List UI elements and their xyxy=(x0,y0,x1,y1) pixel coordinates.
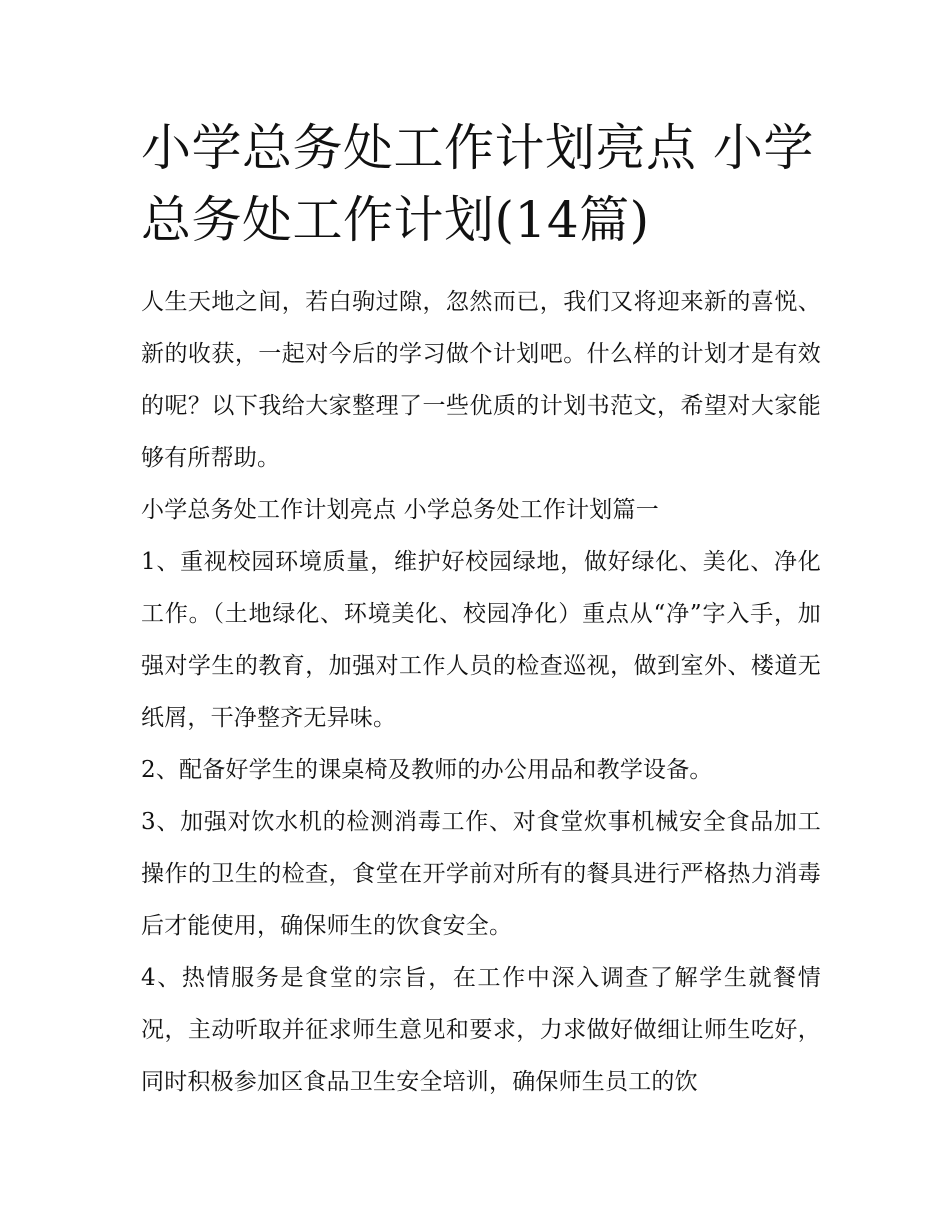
intro-paragraph: 人生天地之间，若白驹过隙，忽然而已，我们又将迎来新的喜悦、新的收获，一起对今后的学习做个计划吧。什么样的计划才是有效的呢？以下我给大家整理了一些优质的计划书范文，希望对大家能够有所帮助。 xyxy=(141,289,821,471)
document-content xyxy=(141,112,821,1108)
item-paragraph-2: 2、配备好学生的课桌椅及教师的办公用品和教学设备。 xyxy=(141,757,713,783)
item-paragraph-4: 4、热情服务是食堂的宗旨，在工作中深入调查了解学生就餐情况，主动听取并征求师生意见和要求，力求做好做细让师生吃好，同时积极参加区食品卫生安全培训，确保师生员工的饮 xyxy=(141,965,821,1095)
item-paragraph-1: 1、重视校园环境质量，维护好校园绿地，做好绿化、美化、净化工作。（土地绿化、环境美化、校园净化）重点从“净”字入手，加强对学生的教育，加强对工作人员的检查巡视，做到室外、楼道无纸屑，干净整齐无异味。 xyxy=(141,549,821,731)
item-paragraph-3: 3、加强对饮水机的检测消毒工作、对食堂炊事机械安全食品加工操作的卫生的检查，食堂在开学前对所有的餐具进行严格热力消毒后才能使用，确保师生的饮食安全。 xyxy=(141,809,821,939)
section-heading: 小学总务处工作计划亮点 小学总务处工作计划篇一 xyxy=(141,497,659,523)
document-title: 小学总务处工作计划亮点 小学总务处工作计划(14篇) xyxy=(141,119,814,249)
